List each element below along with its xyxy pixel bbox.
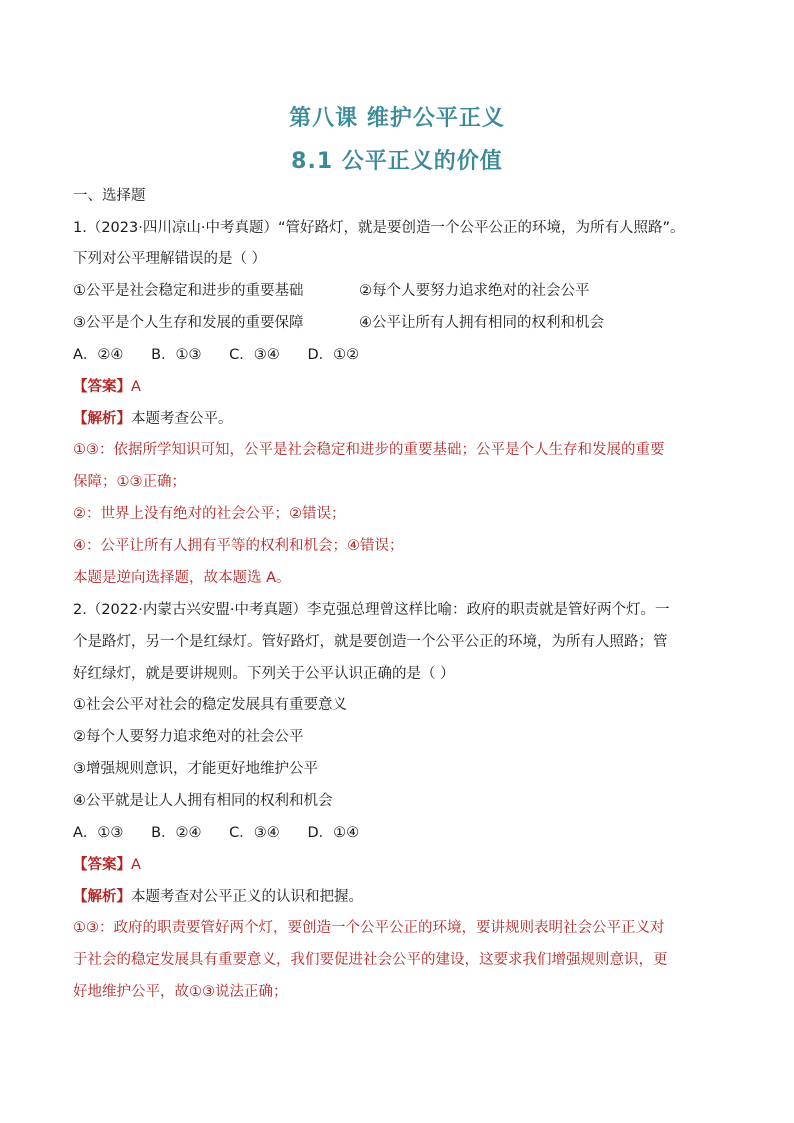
q2-analysis-line1: ①③：政府的职责要管好两个灯，要创造一个公平公正的环境，要讲规则表明社会公平正义对 bbox=[73, 920, 665, 936]
q2-statement-4: ④公平就是让人人拥有相同的权利和机会 bbox=[73, 793, 333, 809]
q2-choices: A．①③ B．②④ C．③④ D．①④ bbox=[73, 825, 360, 841]
q1-analysis-header bbox=[73, 409, 233, 429]
q2-stem-line2: 个是路灯，另一个是红绿灯。管好路灯，就是要创造一个公平公正的环境，为所有人照路；管 bbox=[73, 634, 668, 650]
q1-statement-row2 bbox=[73, 313, 604, 333]
q2-analysis-intro: 本题考查对公平正义的认识和把握。 bbox=[131, 889, 363, 905]
q2-answer-label: 【答案】 bbox=[73, 857, 131, 873]
q2-analysis-line2: 于社会的稳定发展具有重要意义，我们要促进社会公平的建设，这要求我们增强规则意识，更 bbox=[73, 952, 668, 968]
q2-stem-line3: 好红绿灯，就是要讲规则。下列关于公平认识正确的是（ ） bbox=[73, 666, 455, 682]
q1-answer-label: 【答案】 bbox=[73, 379, 131, 395]
q1-analysis-line4: ④：公平让所有人拥有平等的权利和机会；④错误； bbox=[73, 538, 404, 554]
q2-stem-line1: 2.（2022·内蒙古兴安盟·中考真题）李克强总理曾这样比喻：政府的职责就是管好两个灯。一 bbox=[73, 602, 670, 618]
q1-choices: A．②④ B．①③ C．③④ D．①② bbox=[73, 347, 360, 363]
q1-statement-1: ①公平是社会稳定和进步的重要基础 bbox=[73, 283, 304, 299]
section-heading: 一、选择题 bbox=[73, 188, 146, 204]
page-subtitle: 8.1 公平正义的价值 bbox=[291, 149, 503, 174]
q1-analysis-line1: ①③：依据所学知识可知，公平是社会稳定和进步的重要基础；公平是个人生存和发展的重要 bbox=[73, 442, 665, 458]
q2-answer-value: A bbox=[131, 857, 141, 873]
q1-answer-value: A bbox=[131, 379, 141, 395]
q2-statement-3: ③增强规则意识，才能更好地维护公平 bbox=[73, 761, 318, 777]
q1-analysis-label: 【解析】 bbox=[73, 411, 131, 427]
q1-statement-4: ④公平让所有人拥有相同的权利和机会 bbox=[359, 315, 604, 331]
q1-analysis-line5: 本题是逆向选择题，故本题选 A。 bbox=[73, 570, 291, 586]
q1-statement-3: ③公平是个人生存和发展的重要保障 bbox=[73, 315, 304, 331]
q2-analysis-header bbox=[73, 887, 363, 907]
q1-statement-row1 bbox=[73, 281, 590, 301]
q2-answer bbox=[73, 855, 141, 875]
q1-answer bbox=[73, 377, 141, 397]
q2-statement-1: ①社会公平对社会的稳定发展具有重要意义 bbox=[73, 697, 347, 713]
q2-statement-2: ②每个人要努力追求绝对的社会公平 bbox=[73, 729, 304, 745]
q2-analysis-line3: 好地维护公平，故①③说法正确； bbox=[73, 984, 288, 1000]
q1-analysis-line3: ②：世界上没有绝对的社会公平；②错误； bbox=[73, 506, 346, 522]
q1-statement-2: ②每个人要努力追求绝对的社会公平 bbox=[359, 283, 590, 299]
q1-stem-line1: 1.（2023·四川凉山·中考真题）“管好路灯，就是要创造一个公平公正的环境，为所有人照路”。 bbox=[73, 220, 685, 236]
q1-analysis-line2: 保障；①③正确； bbox=[73, 474, 186, 490]
q1-analysis-intro: 本题考查公平。 bbox=[131, 411, 233, 427]
q2-analysis-label: 【解析】 bbox=[73, 889, 131, 905]
page-title: 第八课 维护公平正义 bbox=[289, 106, 505, 131]
q1-stem-line2: 下列对公平理解错误的是（ ） bbox=[73, 251, 267, 267]
